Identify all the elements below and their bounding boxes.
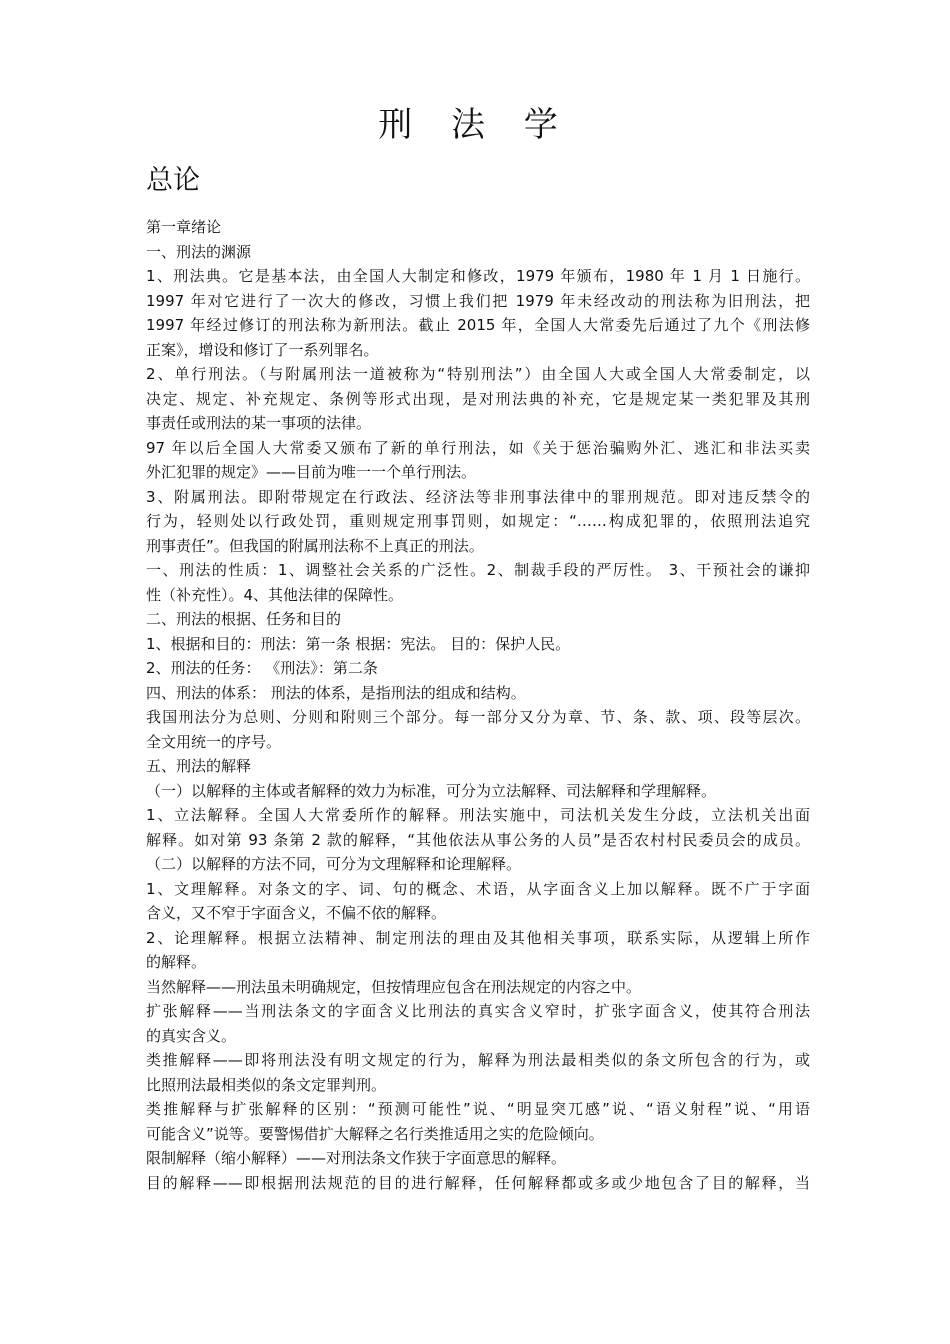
text-line: 1997 年经过修订的刑法称为新刑法。截止 2015 年，全国人大常委先后通过了九个《刑法修 [146,316,810,334]
document-title: 刑 法 学 [378,105,572,145]
text-line: 1、文理解释。对条文的字、词、句的概念、术语，从字面含义上加以解释。既不广于字面 [146,879,810,898]
text-line: 类推解释与扩张解释的区别：“预测可能性”说、“明显突兀感”说、“语义射程”说、“用语 [146,1100,810,1118]
text-line: 1、立法解释。全国人大常委所作的解释。刑法实施中，司法机关发生分歧，立法机关出面 [146,806,810,824]
text-line: 2、刑法的任务： 《刑法》：第二条 [146,659,378,677]
text-line: 解释。如对第 93 条第 2 款的解释，“其他依法从事公务的人员”是否农村村民委员会的成员。 [146,830,810,849]
text-line: 一、刑法的性质：1、调整社会关系的广泛性。2、制裁手段的严厉性。 3、干预社会的谦抑 [146,561,810,579]
text-line: 第一章绪论 [146,218,222,236]
text-line: 比照刑法最相类似的条文定罪判刑。 [146,1075,387,1094]
text-line: 四、刑法的体系： 刑法的体系，是指刑法的组成和结构。 [146,683,526,702]
document-body [146,215,810,1195]
text-line: 刑事责任”。但我国的附属刑法称不上真正的刑法。 [146,536,484,555]
text-line: 五、刑法的解释 [146,757,252,775]
text-line: 类推解释——即将刑法没有明文规定的行为，解释为刑法最相类似的条文所包含的行为，或 [146,1051,810,1069]
text-line: （一）以解释的主体或者解释的效力为标准，可分为立法解释、司法解释和学理解释。 [146,781,717,800]
text-line: 我国刑法分为总则、分则和附则三个部分。每一部分又分为章、节、条、款、项、段等层次。 [146,708,810,726]
text-line: 的真实含义。 [146,1026,237,1045]
text-line: 的解释。 [146,953,207,971]
text-line: 含义，又不窄于字面含义，不偏不依的解释。 [146,904,447,922]
section-heading: 总论 [146,165,200,196]
text-line: 2、论理解释。根据立法精神、制定刑法的理由及其他相关事项，联系实际，从逻辑上所作 [146,928,810,947]
text-line: 限制解释（缩小解释）——对刑法条文作狭于字面意思的解释。 [146,1149,567,1167]
text-line: 2、单行刑法。（与附属刑法一道被称为“特别刑法”）由全国人大或全国人大常委制定，以 [146,365,810,383]
text-line: 正案》，增设和修订了一系列罪名。 [146,340,379,359]
text-line: 扩张解释——当刑法条文的字面含义比刑法的真实含义窄时，扩张字面含义，使其符合刑法 [146,1002,810,1020]
text-line: 3、附属刑法。即附带规定在行政法、经济法等非刑事法律中的罪刑规范。即对违反禁令的 [146,487,810,506]
text-line: 决定、规定、补充规定、条例等形式出现，是对刑法典的补充，它是规定某一类犯罪及其刑 [146,389,810,408]
text-line: 外汇犯罪的规定》——目前为唯一一个单行刑法。 [146,463,477,481]
text-line: 97 年以后全国人大常委又颁布了新的单行刑法，如《关于惩治骗购外汇、逃汇和非法买卖 [146,438,810,457]
text-line: 1、刑法典。它是基本法，由全国人大制定和修改，1979 年颁布，1980 年 1 月 1 日施行。 [146,267,810,285]
text-line: 目的解释——即根据刑法规范的目的进行解释，任何解释都或多或少地包含了目的解释，当 [146,1173,810,1192]
text-line: 1、根据和目的：刑法：第一条 根据：宪法。 目的：保护人民。 [146,634,571,653]
text-line: 二、刑法的根据、任务和目的 [146,610,342,628]
text-line: 一、刑法的渊源 [146,242,252,261]
text-line: 1997 年对它进行了一次大的修改，习惯上我们把 1979 年未经改动的刑法称为旧刑法，把 [146,291,810,310]
text-line: 事责任或刑法的某一事项的法律。 [146,414,372,432]
text-line: 行为，轻则处以行政处罚，重则规定刑事罚则，如规定：“……构成犯罪的，依照刑法追究 [146,512,810,530]
text-line: 当然解释——刑法虽未明确规定，但按情理应包含在刑法规定的内容之中。 [146,977,642,996]
text-line: 全文用统一的序号。 [146,732,282,751]
text-line: （二）以解释的方法不同，可分为文理解释和论理解释。 [146,855,522,873]
text-line: 可能含义”说等。要警惕借扩大解释之名行类推适用之实的危险倾向。 [146,1124,604,1143]
text-line: 性（补充性）。4、其他法律的保障性。 [146,585,404,604]
